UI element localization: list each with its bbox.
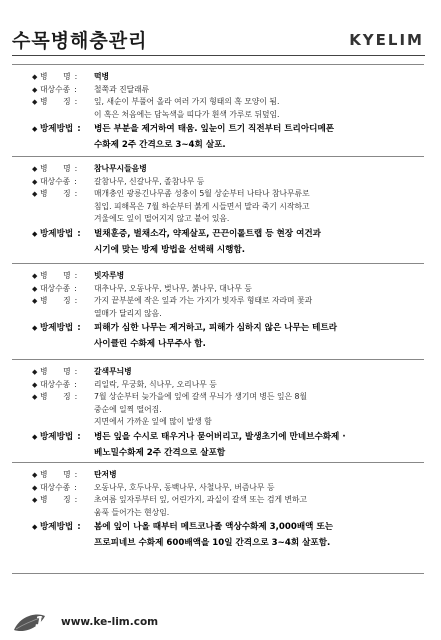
symptom-value: 침입. 피해목은 7월 하순부터 붉게 시들면서 말라 죽기 시작하고 [94, 201, 310, 211]
name-value: 빗자루병 [94, 271, 125, 280]
label-colon: : [74, 72, 78, 81]
target-row [12, 482, 424, 495]
symptom-row [12, 109, 424, 122]
control-label: 방제방법 [40, 522, 74, 533]
target-value: 갈참나무, 신갈나무, 졸참나무 등 [94, 176, 205, 186]
name-row [12, 469, 424, 482]
symptom-value: 지면에서 가까운 잎에 많이 발생 함 [94, 417, 212, 427]
label-colon: : [74, 482, 77, 492]
website-url: www.ke-lim.com [61, 616, 159, 628]
name-value: 갈색무늬병 [94, 367, 132, 376]
target-label: 대상수종 [40, 84, 71, 94]
name-label: 병 명 [40, 72, 71, 81]
name-label: 병 명 [40, 164, 71, 173]
disease-section [12, 359, 424, 462]
name-row [12, 366, 424, 379]
control-row [12, 244, 424, 258]
symptom-row [12, 213, 424, 226]
page-footer [0, 606, 441, 640]
symptom-label: 병 징 [40, 392, 71, 402]
label-colon: : [74, 470, 78, 479]
control-value: 베노밀수화제 2주 간격으로 살포함 [94, 447, 226, 458]
label-colon: : [74, 97, 78, 107]
symptom-value: 초여름 잎자루부터 잎, 어린가지, 과실이 갈색 또는 검게 변하고 [94, 495, 308, 505]
control-value: 수화제 2주 간격으로 3~4회 살포. [94, 139, 226, 150]
symptom-row [12, 494, 424, 507]
bullet-diamond-icon: ◆ [32, 73, 38, 81]
control-value: 병든 부분을 제거하여 태움. 잎눈이 트기 직전부터 트리아디메폰 [94, 124, 335, 135]
page-number: 16 [35, 615, 54, 630]
name-value: 떡병 [94, 72, 110, 81]
bullet-diamond-icon: ◆ [32, 272, 38, 280]
target-value: 대추나무, 오동나무, 벚나무, 붉나무, 대나무 등 [94, 283, 252, 293]
bullet-diamond-icon: ◆ [32, 284, 38, 293]
name-value: 참나무시들음병 [94, 164, 147, 173]
bullet-diamond-icon: ◆ [32, 523, 38, 532]
disease-section [12, 64, 424, 156]
bullet-diamond-icon: ◆ [32, 471, 38, 479]
name-row [12, 71, 424, 84]
control-value: 사이클린 수화제 나무주사 함. [94, 338, 206, 349]
label-colon: : [77, 522, 81, 533]
target-label: 대상수종 [40, 283, 71, 293]
symptom-label: 병 징 [40, 189, 71, 199]
control-label: 방제방법 [40, 323, 74, 334]
bullet-diamond-icon: ◆ [32, 432, 38, 441]
symptom-value: 이 혹은 처음에는 담녹색을 띠다가 흰색 가루로 뒤덮임. [94, 109, 280, 119]
symptom-label: 병 징 [40, 97, 71, 107]
symptom-row [12, 188, 424, 201]
target-row [12, 283, 424, 296]
label-colon: : [74, 392, 78, 402]
target-value: 오동나무, 호두나무, 동백나무, 사철나무, 버즘나무 등 [94, 482, 275, 492]
control-row [12, 338, 424, 352]
symptom-value: 중순에 일찍 떨어짐. [94, 404, 162, 414]
bullet-diamond-icon: ◆ [32, 393, 38, 402]
symptom-value: 움푹 들어가는 현상임. [94, 507, 170, 517]
logo-text: KYELIM [349, 31, 424, 49]
name-row [12, 270, 424, 283]
symptom-row [12, 96, 424, 109]
symptom-value: 가지 끝부분에 작은 잎과 가는 가지가 빗자루 형태로 자라며 꽃과 [94, 296, 313, 306]
symptom-row [12, 391, 424, 404]
bullet-diamond-icon: ◆ [32, 368, 38, 376]
bullet-diamond-icon: ◆ [32, 190, 38, 199]
control-row [12, 431, 424, 445]
label-colon: : [74, 271, 78, 280]
bullet-diamond-icon: ◆ [32, 125, 38, 134]
name-label: 병 명 [40, 271, 71, 280]
symptom-row [12, 295, 424, 308]
control-row [12, 521, 424, 535]
disease-section [12, 263, 424, 359]
label-colon: : [77, 228, 81, 239]
label-colon: : [74, 367, 78, 376]
control-row [12, 537, 424, 551]
target-label: 대상수종 [40, 379, 71, 389]
control-value: 시기에 맞는 방제 방법을 선택해 시행함. [94, 244, 246, 255]
control-label: 방제방법 [40, 228, 74, 239]
bullet-diamond-icon: ◆ [32, 177, 38, 186]
label-colon: : [74, 379, 77, 389]
control-row [12, 139, 424, 153]
label-colon: : [74, 189, 78, 199]
symptom-value: 잎, 새순이 부풀어 올라 여러 가지 형태의 혹 모양이 됨. [94, 97, 280, 107]
control-label: 방제방법 [40, 124, 74, 135]
control-value: 봄에 잎이 나올 때부터 메트코나졸 액상수화제 3,000배액 또는 [94, 522, 334, 533]
name-value: 탄저병 [94, 470, 117, 479]
bullet-diamond-icon: ◆ [32, 483, 38, 492]
bullet-diamond-icon: ◆ [32, 380, 38, 389]
symptom-value: 7월 상순부터 늦가을에 잎에 갈색 무늬가 생기며 병든 잎은 8월 [94, 392, 307, 402]
target-row [12, 379, 424, 392]
bullet-diamond-icon: ◆ [32, 229, 38, 238]
disease-section [12, 156, 424, 263]
target-value: 리일락, 무궁화, 식나무, 오리나무 등 [94, 379, 217, 389]
symptom-row [12, 404, 424, 417]
label-colon: : [74, 164, 78, 173]
disease-list [12, 64, 424, 574]
brand-logo [349, 31, 424, 49]
control-row [12, 228, 424, 242]
target-row [12, 176, 424, 189]
label-colon: : [74, 176, 77, 186]
page-header [0, 0, 441, 64]
target-label: 대상수종 [40, 176, 71, 186]
bullet-diamond-icon: ◆ [32, 85, 38, 94]
symptom-value: 겨울에도 잎이 떨어지지 않고 붙어 있음. [94, 214, 230, 224]
symptom-row [12, 416, 424, 429]
symptom-value: 열매가 달리지 않음. [94, 308, 162, 318]
control-row [12, 123, 424, 137]
label-colon: : [77, 124, 81, 135]
control-label: 방제방법 [40, 431, 74, 442]
title-divider [12, 55, 425, 56]
bullet-diamond-icon: ◆ [32, 98, 38, 107]
control-row [12, 322, 424, 336]
symptom-row [12, 507, 424, 520]
bullet-diamond-icon: ◆ [32, 297, 38, 306]
label-colon: : [77, 431, 81, 442]
control-value: 벌채훈증, 벌채소각, 약제살포, 끈끈이롤트랩 등 현장 여건과 [94, 228, 321, 239]
disease-section [12, 462, 424, 574]
name-label: 병 명 [40, 367, 71, 376]
page-title: 수목병해충관리 [12, 30, 148, 52]
control-value: 프로피네브 수화제 600배액을 10일 간격으로 3~4회 살포함. [94, 537, 331, 548]
bullet-diamond-icon: ◆ [32, 496, 38, 505]
bullet-diamond-icon: ◆ [32, 165, 38, 173]
label-colon: : [77, 323, 81, 334]
label-colon: : [74, 296, 78, 306]
symptom-value: 매개충인 광릉긴나무좀 성충이 5월 상순부터 나타나 참나무류로 [94, 189, 310, 199]
target-row [12, 84, 424, 97]
target-label: 대상수종 [40, 482, 71, 492]
name-label: 병 명 [40, 470, 71, 479]
symptom-label: 병 징 [40, 296, 71, 306]
bullet-diamond-icon: ◆ [32, 324, 38, 333]
symptom-label: 병 징 [40, 495, 71, 505]
target-value: 철쭉과 진달래류 [94, 84, 150, 94]
label-colon: : [74, 84, 77, 94]
control-value: 병든 잎을 수시로 태우거나 묻어버리고, 발생초기에 만네브수화제 · [94, 431, 346, 442]
label-colon: : [74, 495, 78, 505]
symptom-row [12, 308, 424, 321]
label-colon: : [74, 283, 77, 293]
control-value: 피해가 심한 나무는 제거하고, 피해가 심하지 않은 나무는 테트라 [94, 323, 338, 334]
symptom-row [12, 201, 424, 214]
name-row [12, 163, 424, 176]
control-row [12, 447, 424, 461]
